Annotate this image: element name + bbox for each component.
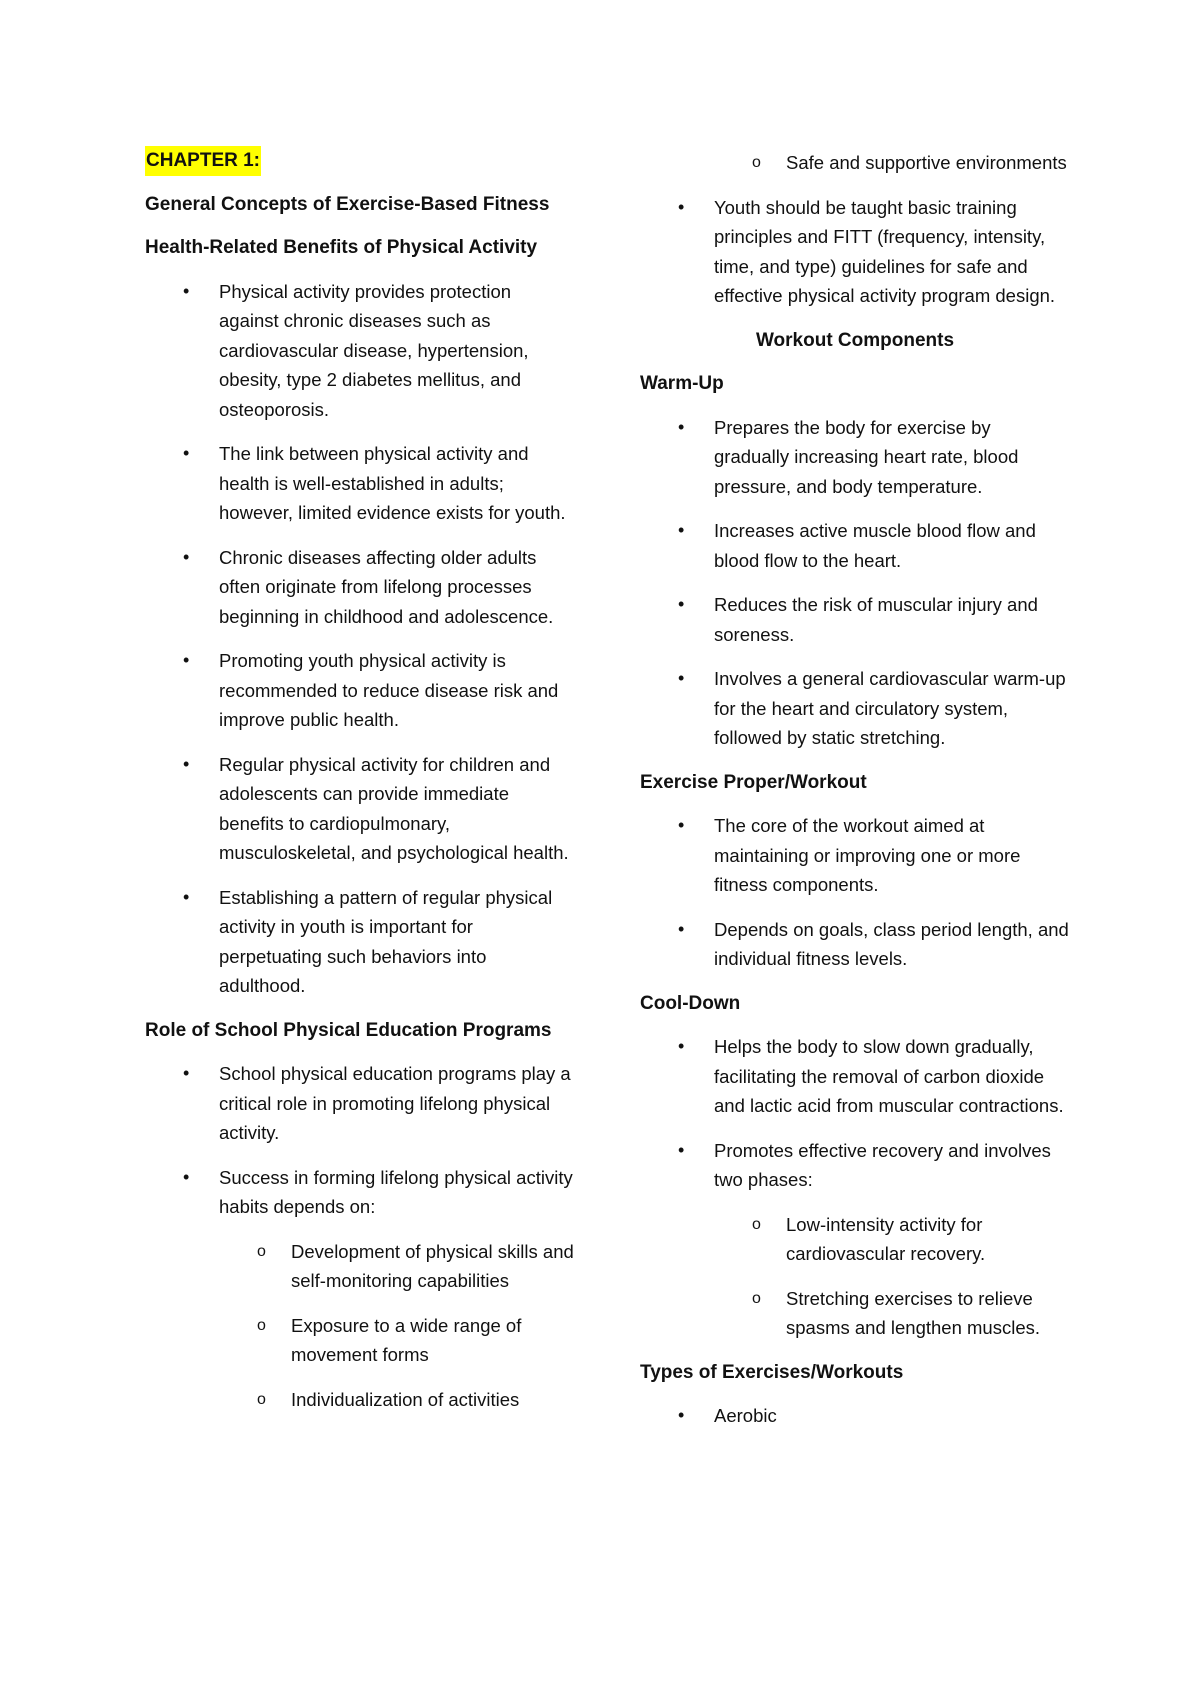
sub-list-item: o Stretching exercises to relieve spasms and lengthen muscles. (640, 1284, 1070, 1343)
document-title: General Concepts of Exercise-Based Fitness (145, 193, 550, 215)
warmup-list (640, 413, 1070, 753)
exercise-proper-heading: Exercise Proper/Workout (640, 771, 867, 793)
exercise-types-list (640, 1401, 1070, 1431)
list-item: • Youth should be taught basic training principles and FITT (frequency, intensity, time, and type) guidelines for safe and effective physical activity program design. (640, 193, 1070, 311)
chapter-label: CHAPTER 1: (145, 146, 261, 176)
list-item: • Depends on goals, class period length, and individual fitness levels. (640, 915, 1070, 974)
list-item: • Increases active muscle blood flow and blood flow to the heart. (640, 516, 1070, 575)
sub-list-item: o Exposure to a wide range of movement forms (145, 1311, 575, 1370)
warmup-heading: Warm-Up (640, 373, 724, 394)
continued-list (640, 193, 1070, 311)
health-benefits-list (145, 277, 575, 1001)
sub-list-item: o Individualization of activities (145, 1385, 575, 1415)
sub-list-item: o Low-intensity activity for cardiovascular recovery. (640, 1210, 1070, 1269)
list-item: • Promoting youth physical activity is recommended to reduce disease risk and improve public health. (145, 646, 575, 735)
list-item: • Reduces the risk of muscular injury and soreness. (640, 590, 1070, 649)
cooldown-sublist (640, 1210, 1070, 1343)
continued-sublist (640, 148, 1070, 178)
list-item: • Success in forming lifelong physical activity habits depends on: (145, 1163, 575, 1222)
chapter-heading (145, 146, 575, 176)
list-item: • Aerobic (640, 1401, 1070, 1431)
school-pe-sublist (145, 1237, 575, 1415)
list-item: • Involves a general cardiovascular warm-up for the heart and circulatory system, followed by static stretching. (640, 664, 1070, 753)
cooldown-list (640, 1032, 1070, 1195)
exercise-types-heading: Types of Exercises/Workouts (640, 1361, 904, 1383)
workout-components-heading: Workout Components (755, 329, 955, 351)
list-item: • The link between physical activity and health is well-established in adults; however, limited evidence exists for youth. (145, 439, 575, 528)
exercise-proper-list (640, 811, 1070, 974)
sub-list-item: o Development of physical skills and self-monitoring capabilities (145, 1237, 575, 1296)
list-item: • Physical activity provides protection against chronic diseases such as cardiovascular disease, hypertension, obesity, type 2 diabetes mellitus, and osteoporosis. (145, 277, 575, 425)
list-item: • School physical education programs play a critical role in promoting lifelong physical activity. (145, 1059, 575, 1148)
list-item: • Promotes effective recovery and involves two phases: (640, 1136, 1070, 1195)
right-column (640, 148, 1070, 1446)
school-pe-list (145, 1059, 575, 1222)
list-item: • Establishing a pattern of regular physical activity in youth is important for perpetuating such behaviors into adulthood. (145, 883, 575, 1001)
list-item: • Chronic diseases affecting older adults often originate from lifelong processes beginning in childhood and adolescence. (145, 543, 575, 632)
section-heading-health-benefits: Health-Related Benefits of Physical Activity (145, 237, 538, 258)
left-column (145, 146, 575, 1429)
list-item: • Prepares the body for exercise by gradually increasing heart rate, blood pressure, and body temperature. (640, 413, 1070, 502)
list-item: • Helps the body to slow down gradually, facilitating the removal of carbon dioxide and lactic acid from muscular contractions. (640, 1032, 1070, 1121)
sub-list-item: o Safe and supportive environments (640, 148, 1070, 178)
section-heading-school-pe: Role of School Physical Education Programs (145, 1019, 552, 1041)
list-item: • Regular physical activity for children and adolescents can provide immediate benefits to cardiopulmonary, musculoskeletal, and psychological health. (145, 750, 575, 868)
list-item: • The core of the workout aimed at maintaining or improving one or more fitness components. (640, 811, 1070, 900)
cooldown-heading: Cool-Down (640, 992, 741, 1014)
